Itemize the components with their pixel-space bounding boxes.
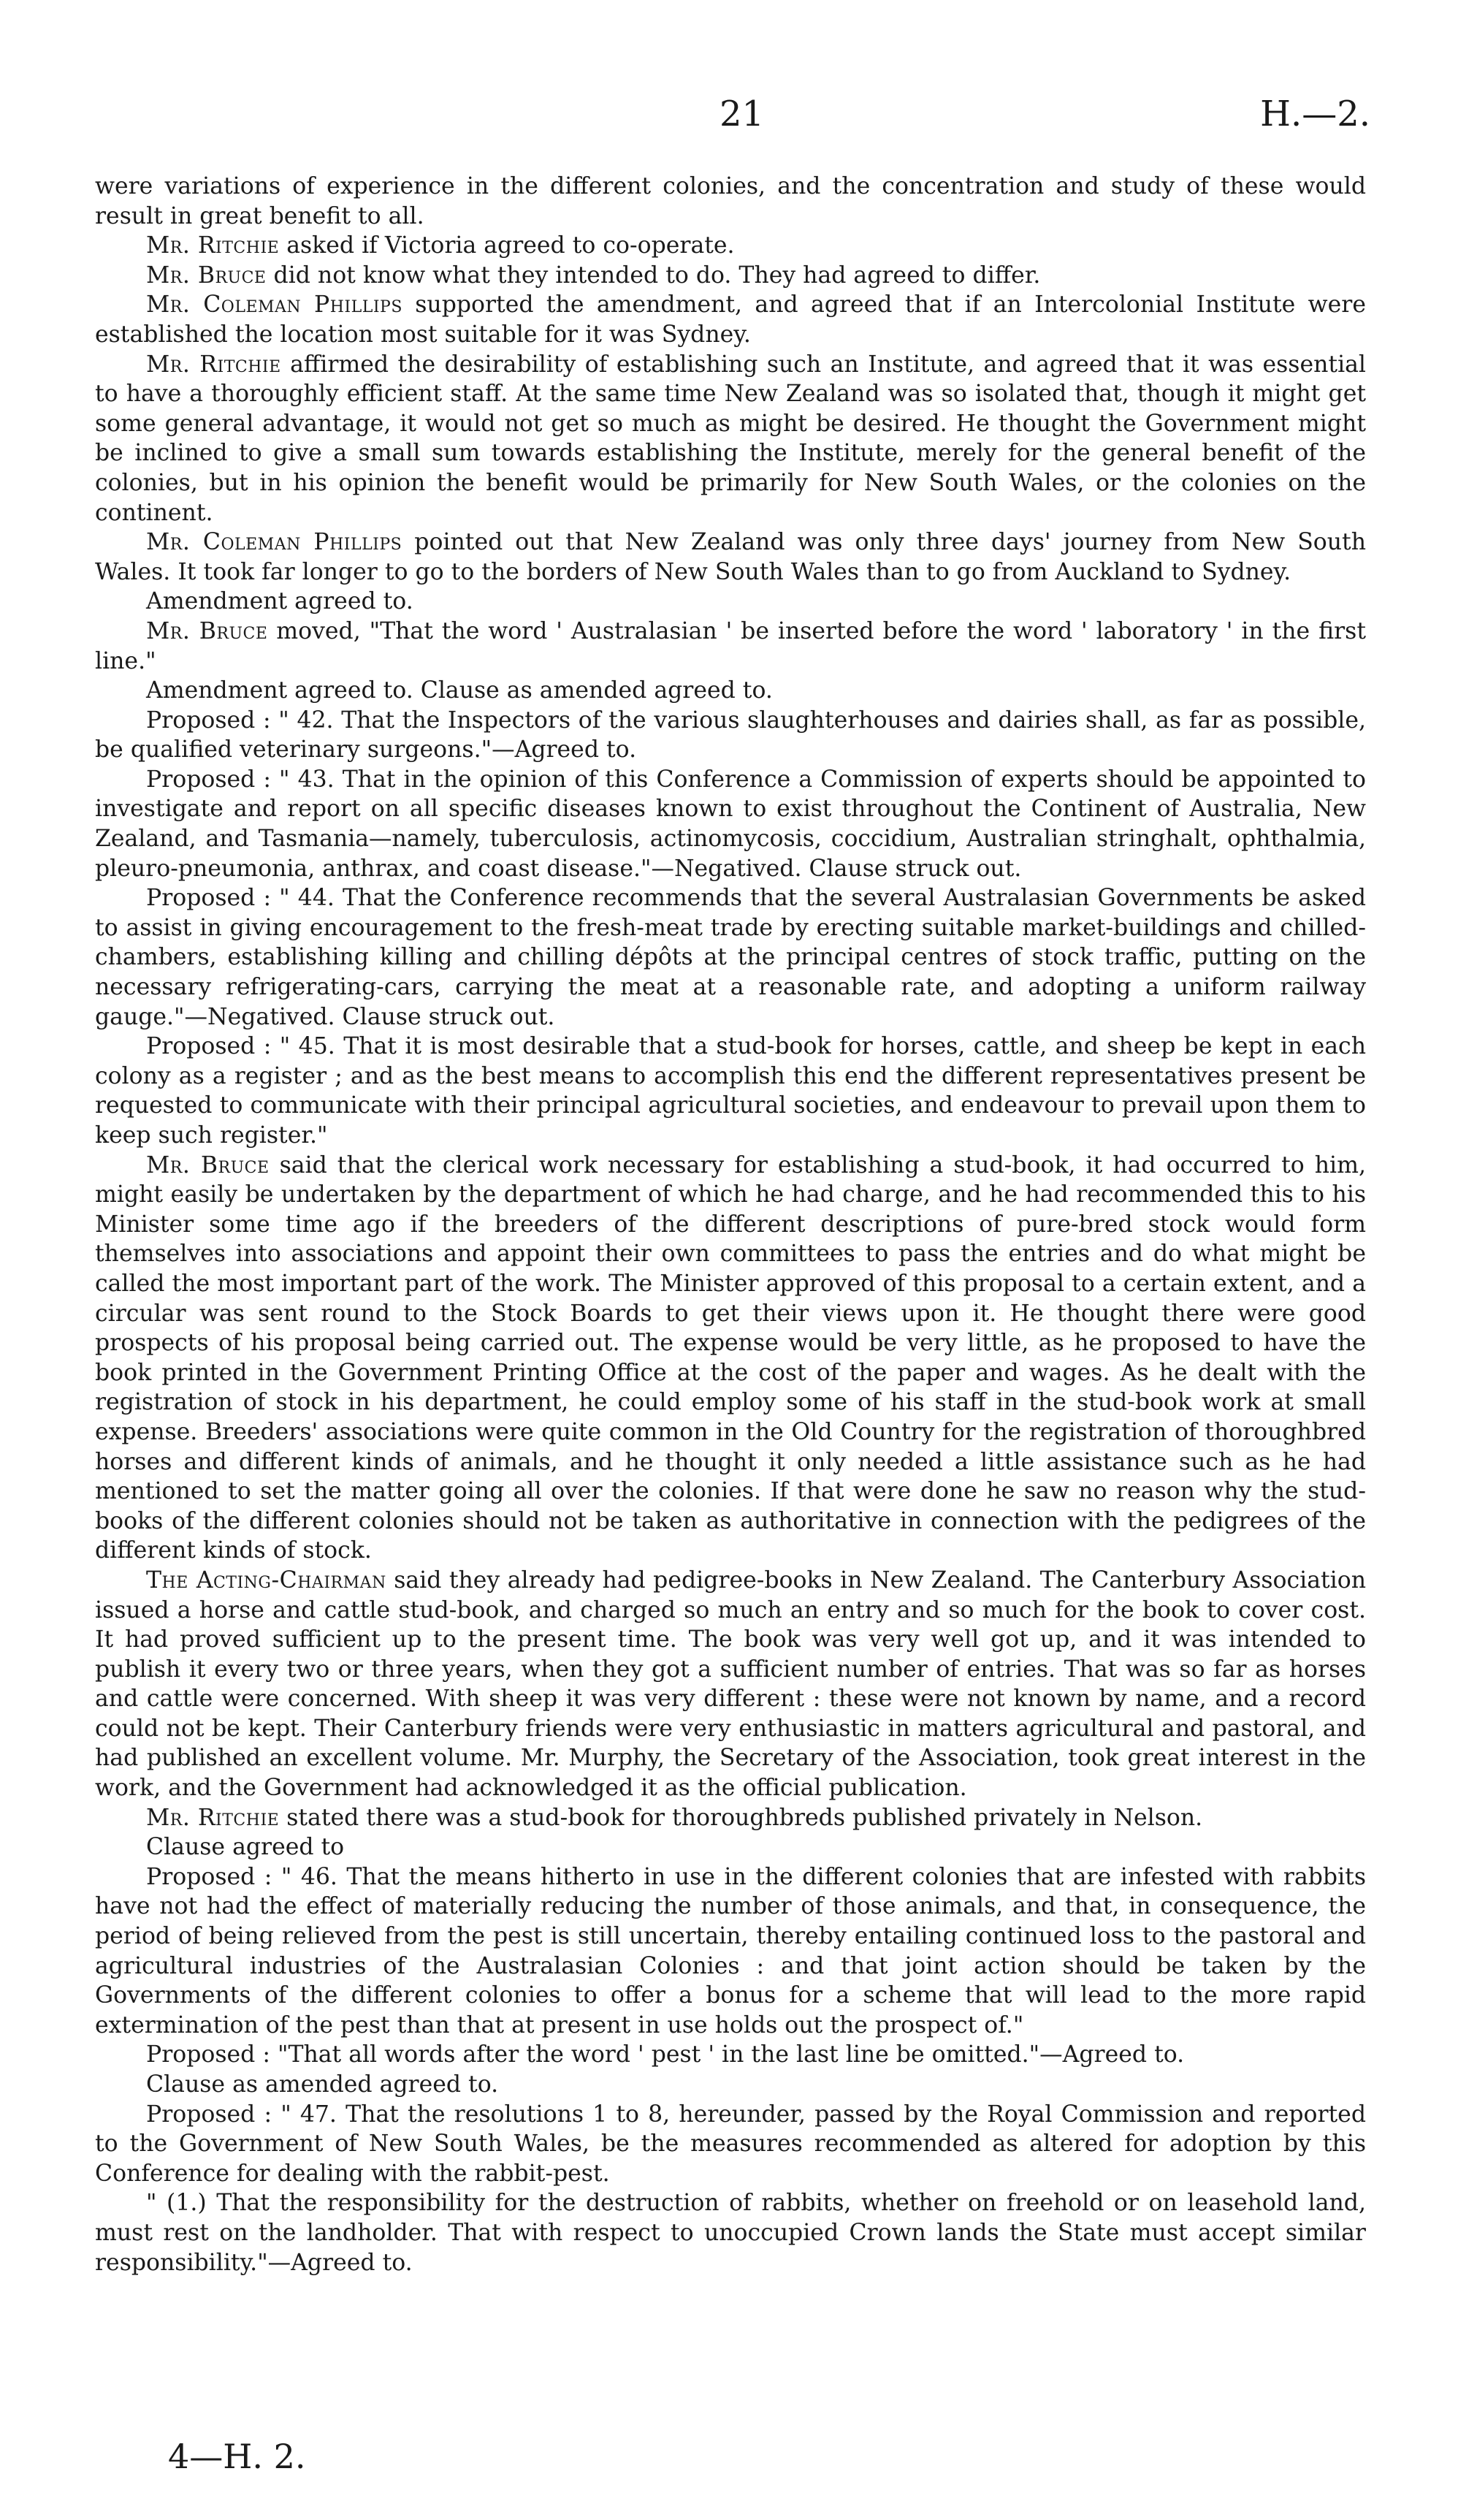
paragraph-text: " (1.) That the responsibility for the destruction of rabbits, whether on freehold or on leasehold land, must rest on the landholder. That with respect to unoccupied Crown lands the State must accept similar responsibility."—Agreed to.	[95, 2190, 1366, 2276]
speaker-name: Mr. Ritchie	[146, 351, 281, 378]
paragraph-text: asked if Victoria agreed to co-operate.	[279, 232, 735, 259]
paragraph	[95, 350, 1366, 528]
page-number: 21	[720, 94, 765, 134]
paragraph-text: were variations of experience in the different colonies, and the concentration and study of these would result in great benefit to all.	[95, 173, 1366, 229]
speaker-name: Mr. Coleman Phillips	[146, 529, 402, 556]
paragraph	[95, 261, 1366, 291]
paragraph-text: said they already had pedigree-books in New Zealand. The Canterbury Association issued a horse and cattle stud-book, and charged so much an entry and so much for the book to cover cost. It had proved sufficient up to the present time. The book was very well got up, and it was intended to publish it every two or three years, when they got a sufficient number of entries. That was so far as horses and cattle were concerned. With sheep it was very different : these were not known by name, and a record could not be kept. Their Canterbury friends were very enthusiastic in matters agricultural and pastoral, and had published an excellent volume. Mr. Murphy, the Secretary of the Association, took great interest in the work, and the Government had acknowledged it as the official publication.	[95, 1567, 1366, 1802]
paragraph	[95, 2070, 1366, 2100]
paragraph-text: said that the clerical work necessary for establishing a stud-book, it had occurred to him, might easily be undertaken by the department of which he had charge, and he had recommended this to his Minister some time ago if the breeders of the different descriptions of pure-bred stock would form themselves into associations and appoint their own committees to pass the entries and do what might be called the most important part of the work. The Minister approved of this proposal to a certain extent, and a circular was sent round to the Stock Boards to get their views upon it. He thought there were good prospects of his proposal being carried out. The expense would be very little, as he proposed to have the book printed in the Government Printing Office at the cost of the paper and wages. As he dealt with the registration of stock in his department, he could employ some of his staff in the stud-book work at small expense. Breeders' associations were quite common in the Old Country for the registration of thoroughbred horses and different kinds of animals, and he thought it only needed a little assistance such as he had mentioned to set the matter going all over the colonies. If that were done he saw no reason why the stud-books of the different colonies should not be taken as authoritative in connection with the pedigrees of the different kinds of stock.	[95, 1151, 1366, 1564]
paragraph	[95, 528, 1366, 587]
paragraph	[95, 587, 1366, 617]
paragraph-text: Proposed : " 45. That it is most desirable that a stud-book for horses, cattle, and sheep be kept in each colony as a register ; and as the best means to accomplish this end the different representatives present be requested to communicate with their principal agricultural societies, and endeavour to prevail upon them to keep such register."	[95, 1033, 1366, 1149]
printer-signature-mark: 4—H. 2.	[168, 2437, 306, 2476]
paragraph	[95, 617, 1366, 676]
speaker-name: Mr. Bruce	[146, 617, 268, 644]
paragraph-text: Proposed : " 43. That in the opinion of this Conference a Commission of experts should be appointed to investigate and report on all specific diseases known to exist throughout the Continent of Australia, New Zealand, and Tasmania—namely, tuberculosis, actinomycosis, coccidium, Australian stringhalt, ophthalmia, pleuro-pneumonia, anthrax, and coast disease."—Negatived. Clause struck out.	[95, 766, 1366, 882]
page-header	[95, 94, 1370, 145]
paragraph-text: Proposed : " 44. That the Conference recommends that the several Australasian Governments be asked to assist in giving encouragement to the fresh-meat trade by erecting suitable market-buildings and chilled-chambers, establishing killing and chilling dépôts at the principal centres of stock traffic, putting on the necessary refrigerating-cars, carrying the meat at a reasonable rate, and adopting a uniform railway gauge."—Negatived. Clause struck out.	[95, 885, 1366, 1030]
paragraph	[95, 676, 1366, 706]
paragraph-text: Clause agreed to	[146, 1834, 345, 1861]
paragraph	[95, 1032, 1366, 1150]
speaker-name: Mr. Bruce	[146, 1151, 270, 1179]
paragraph	[95, 2100, 1366, 2189]
paragraph-text: Proposed : " 47. That the resolutions 1 to 8, hereunder, passed by the Royal Commission and reported to the Government of New South Wales, be the measures recommended as altered for adoption by this Conference for dealing with the rabbit-pest.	[95, 2101, 1366, 2187]
paragraph	[95, 765, 1366, 883]
paragraph	[95, 1832, 1366, 1862]
paragraph	[95, 1803, 1366, 1833]
paragraph	[95, 706, 1366, 765]
speaker-name: Mr. Ritchie	[146, 232, 280, 259]
paragraph	[95, 1151, 1366, 1566]
paragraph-text: moved, "That the word ' Australasian ' be inserted before the word ' laboratory ' in the first line."	[95, 617, 1366, 674]
paragraph-text: supported the amendment, and agreed that if an Intercolonial Institute were established the location most suitable for it was Sydney.	[95, 292, 1366, 348]
speaker-name: Mr. Coleman Phillips	[146, 292, 402, 319]
paragraph	[95, 883, 1366, 1032]
paragraph-text: stated there was a stud-book for thoroughbreds published privately in Nelson.	[279, 1804, 1203, 1831]
paragraph-text: pointed out that New Zealand was only three days' journey from New South Wales. It took far longer to go to the borders of New South Wales than to go from Auckland to Sydney.	[95, 529, 1366, 585]
speaker-name: Mr. Bruce	[146, 262, 267, 289]
paragraph-text: did not know what they intended to do. They had agreed to differ.	[266, 262, 1041, 289]
paragraph-text: Proposed : "That all words after the word ' pest ' in the last line be omitted."—Agreed to.	[146, 2041, 1185, 2068]
document-reference: H.—2.	[1260, 94, 1370, 134]
paragraph-text: Amendment agreed to.	[146, 588, 413, 615]
speaker-name: Mr. Ritchie	[146, 1804, 280, 1831]
paragraph	[95, 290, 1366, 349]
body-text	[95, 172, 1366, 2277]
paragraph-text: Proposed : " 46. That the means hitherto in use in the different colonies that are infested with rabbits have not had the effect of materially reducing the number of those animals, and that, in consequence, the period of being relieved from the pest is still uncertain, thereby entailing continued loss to the pastoral and agricultural industries of the Australasian Colonies : and that joint action should be taken by the Governments of the different colonies to offer a bonus for a scheme that will lead to the more rapid extermination of the pest than that at present in use holds out the prospect of."	[95, 1863, 1366, 2039]
paragraph-text: Proposed : " 42. That the Inspectors of the various slaughterhouses and dairies shall, as far as possible, be qualified veterinary surgeons."—Agreed to.	[95, 707, 1366, 764]
paragraph-text: affirmed the desirability of establishing such an Institute, and agreed that it was essential to have a thoroughly efficient staff. At the same time New Zealand was so isolated that, though it might get some general advantage, it would not get so much as might be desired. He thought the Government might be inclined to give a small sum towards establishing the Institute, merely for the general benefit of the colonies, but in his opinion the benefit would be primarily for New South Wales, or the colonies on the continent.	[95, 351, 1366, 526]
paragraph	[95, 231, 1366, 261]
paragraph	[95, 2188, 1366, 2277]
paragraph-text: Amendment agreed to. Clause as amended agreed to.	[146, 677, 773, 704]
paragraph-text: Clause as amended agreed to.	[146, 2071, 499, 2098]
paragraph	[95, 2040, 1366, 2070]
paragraph	[95, 1862, 1366, 2041]
speaker-name: The Acting-Chairman	[146, 1567, 386, 1594]
paragraph	[95, 172, 1366, 231]
paragraph	[95, 1566, 1366, 1803]
